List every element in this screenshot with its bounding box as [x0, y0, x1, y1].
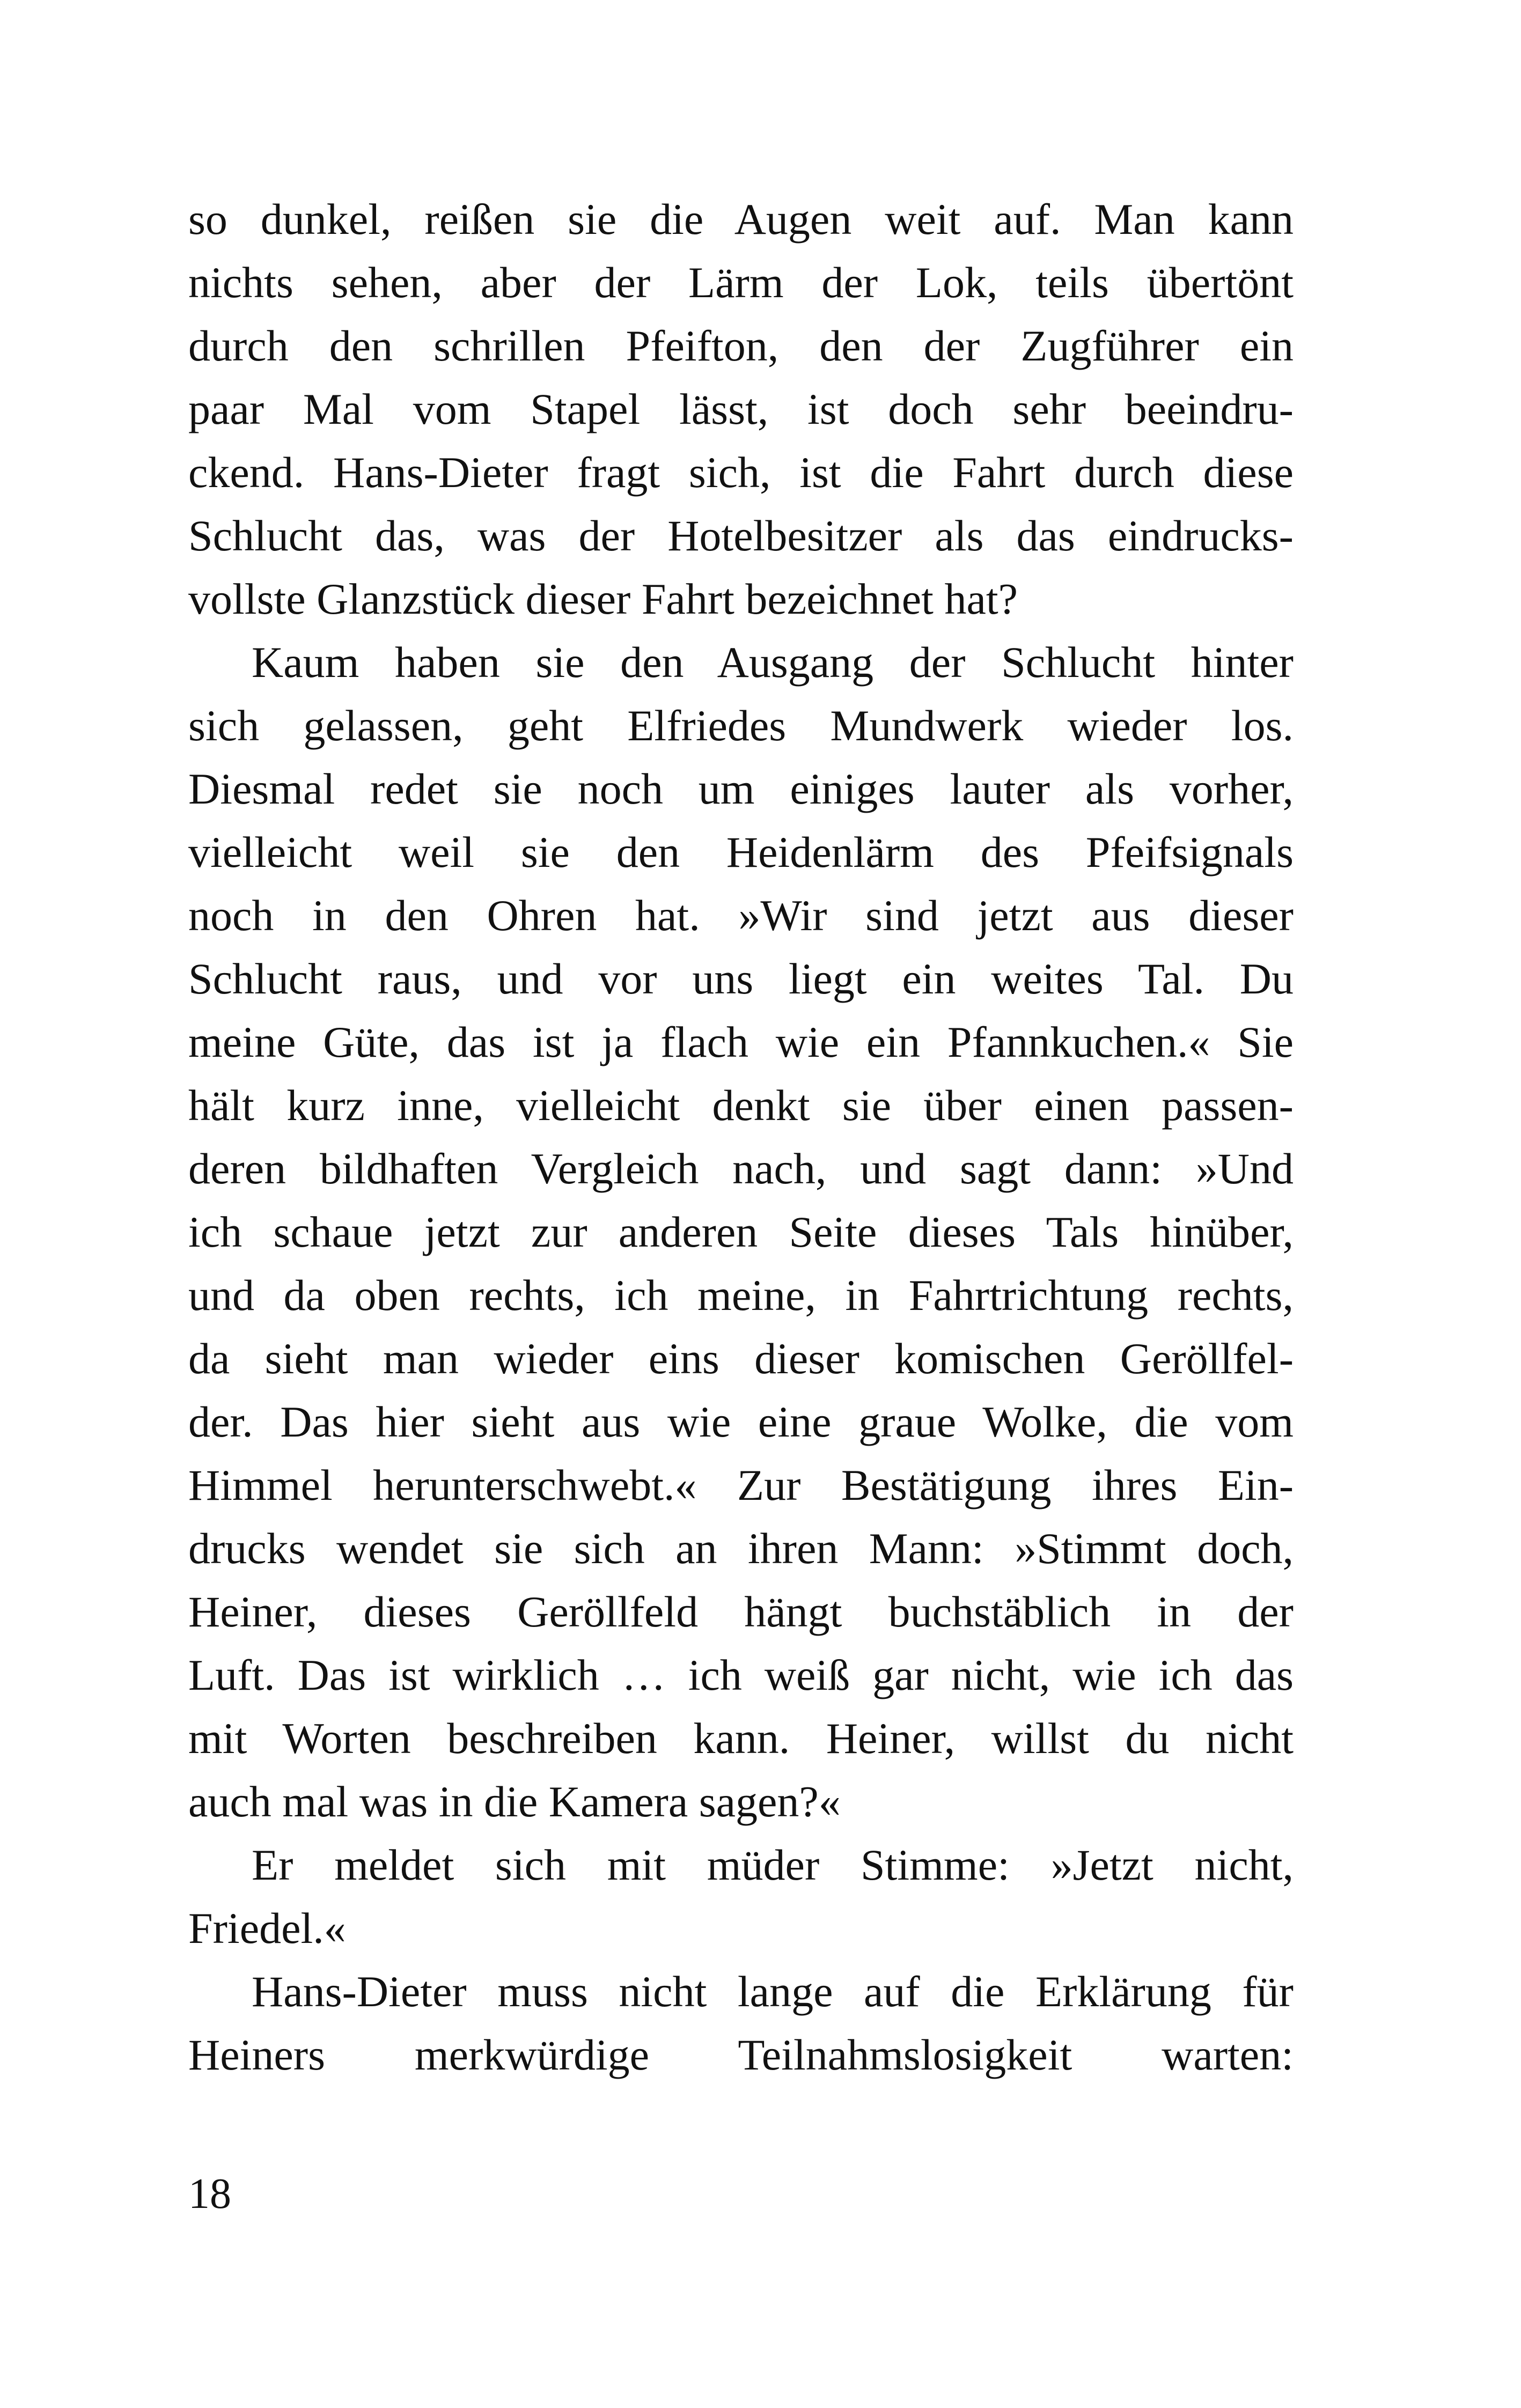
- paragraph: [188, 188, 1294, 631]
- text-line: deren bildhaften Vergleich nach, und sagt dann: »Und: [188, 1144, 1294, 1193]
- text-line: Schlucht das, was der Hotelbesitzer als das eindrucks-: [188, 511, 1294, 560]
- text-line: Schlucht raus, und vor uns liegt ein weites Tal. Du: [188, 954, 1294, 1003]
- text-line: da sieht man wieder eins dieser komischen Geröllfel-: [188, 1334, 1294, 1383]
- text-line: auch mal was in die Kamera sagen?«: [188, 1777, 841, 1826]
- text-line: drucks wendet sie sich an ihren Mann: »Stimmt doch,: [188, 1524, 1294, 1573]
- text-line: noch in den Ohren hat. »Wir sind jetzt aus dieser: [188, 891, 1294, 940]
- paragraph: [188, 631, 1294, 1833]
- text-line: paar Mal vom Stapel lässt, ist doch sehr beeindru-: [188, 385, 1294, 433]
- text-line: Hans-Dieter muss nicht lange auf die Erklärung für: [252, 1967, 1294, 2016]
- paragraph: [188, 1960, 1294, 2087]
- text-line: ich schaue jetzt zur anderen Seite dieses Tals hinüber,: [188, 1207, 1294, 1256]
- text-line: Friedel.«: [188, 1904, 346, 1953]
- text-line: durch den schrillen Pfeifton, den der Zugführer ein: [188, 321, 1294, 370]
- page-number: 18: [188, 2170, 231, 2218]
- text-line: Himmel herunterschwebt.« Zur Bestätigung ihres Ein-: [188, 1461, 1294, 1509]
- text-line: Luft. Das ist wirklich … ich weiß gar nicht, wie ich das: [188, 1651, 1294, 1699]
- text-line: so dunkel, reißen sie die Augen weit auf. Man kann: [188, 195, 1294, 244]
- text-line: Heiner, dieses Geröllfeld hängt buchstäblich in der: [188, 1587, 1294, 1636]
- text-line: ckend. Hans-Dieter fragt sich, ist die Fahrt durch diese: [188, 448, 1294, 497]
- text-line: Kaum haben sie den Ausgang der Schlucht hinter: [252, 638, 1294, 687]
- text-line: Heiners merkwürdige Teilnahmslosigkeit warten:: [188, 2030, 1294, 2079]
- text-line: mit Worten beschreiben kann. Heiner, willst du nicht: [188, 1714, 1294, 1763]
- body-text: [188, 188, 1294, 2087]
- text-line: Er meldet sich mit müder Stimme: »Jetzt nicht,: [252, 1840, 1294, 1889]
- text-line: und da oben rechts, ich meine, in Fahrtrichtung rechts,: [188, 1271, 1294, 1320]
- text-line: nichts sehen, aber der Lärm der Lok, teils übertönt: [188, 258, 1294, 307]
- paragraph: [188, 1833, 1294, 1960]
- text-line: sich gelassen, geht Elfriedes Mundwerk wieder los.: [188, 701, 1294, 750]
- text-line: meine Güte, das ist ja flach wie ein Pfannkuchen.« Sie: [188, 1018, 1294, 1066]
- text-line: der. Das hier sieht aus wie eine graue Wolke, die vom: [188, 1397, 1294, 1446]
- text-line: Diesmal redet sie noch um einiges lauter als vorher,: [188, 764, 1294, 813]
- text-line: vielleicht weil sie den Heidenlärm des Pfeifsignals: [188, 828, 1294, 877]
- text-line: vollste Glanzstück dieser Fahrt bezeichnet hat?: [188, 575, 1018, 623]
- text-line: hält kurz inne, vielleicht denkt sie über einen passen-: [188, 1081, 1294, 1130]
